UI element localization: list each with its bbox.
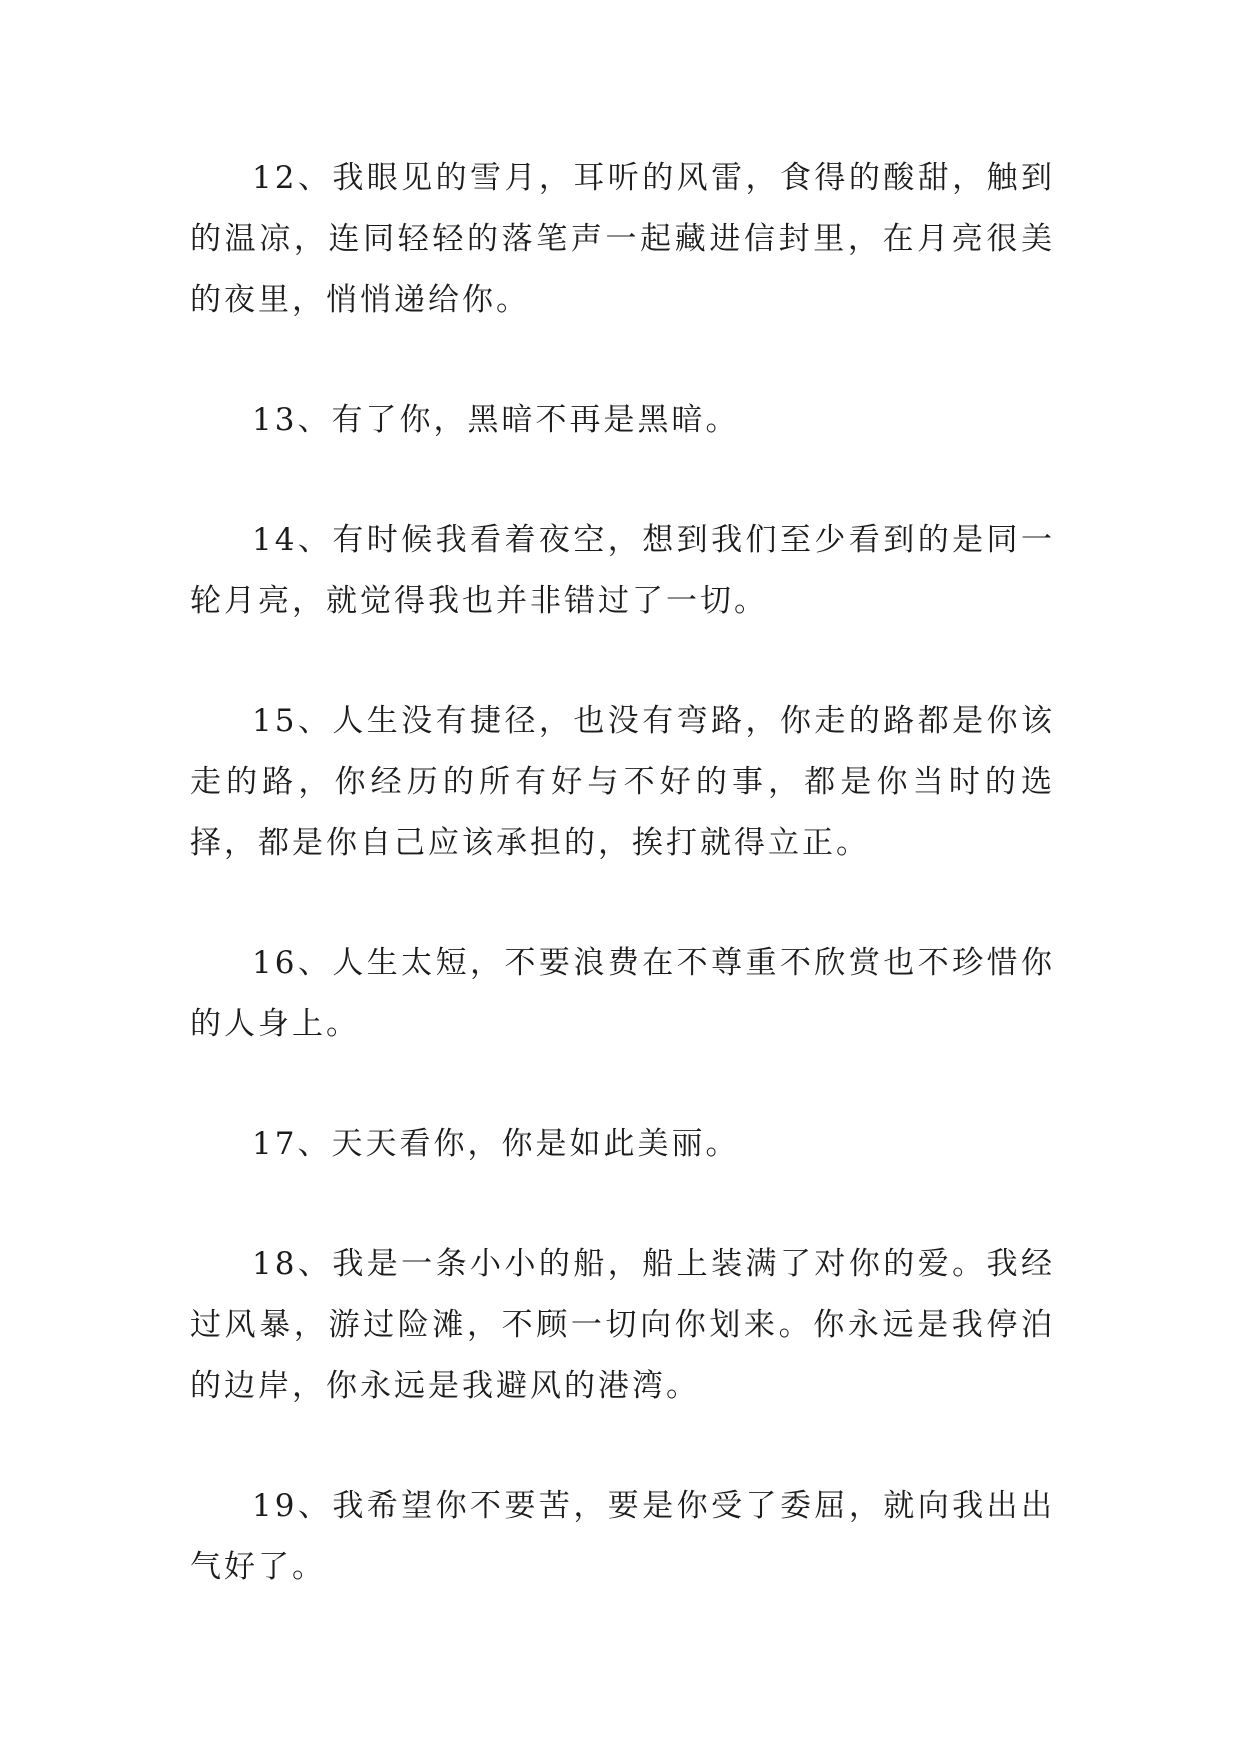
paragraph-14: 14、有时候我看着夜空，想到我们至少看到的是同一轮月亮，就觉得我也并非错过了一切。 — [190, 522, 1055, 619]
paragraph-15: 15、人生没有捷径，也没有弯路，你走的路都是你该走的路，你经历的所有好与不好的事，都是你当时的选择，都是你自己应该承担的，挨打就得立正。 — [190, 703, 1055, 861]
paragraph-12: 12、我眼见的雪月，耳听的风雷，食得的酸甜，触到的温凉，连同轻轻的落笔声一起藏进信封里，在月亮很美的夜里，悄悄递给你。 — [190, 160, 1055, 318]
paragraph-19: 19、我希望你不要苦，要是你受了委屈，就向我出出气好了。 — [190, 1488, 1055, 1585]
paragraph-17: 17、天天看你，你是如此美丽。 — [252, 1126, 740, 1162]
paragraph-16: 16、人生太短，不要浪费在不尊重不欣赏也不珍惜你的人身上。 — [190, 945, 1055, 1042]
paragraph-13: 13、有了你，黑暗不再是黑暗。 — [252, 402, 740, 438]
paragraph-18: 18、我是一条小小的船，船上装满了对你的爱。我经过风暴，游过险滩，不顾一切向你划来。你永远是我停泊的边岸，你永远是我避风的港湾。 — [190, 1246, 1055, 1404]
